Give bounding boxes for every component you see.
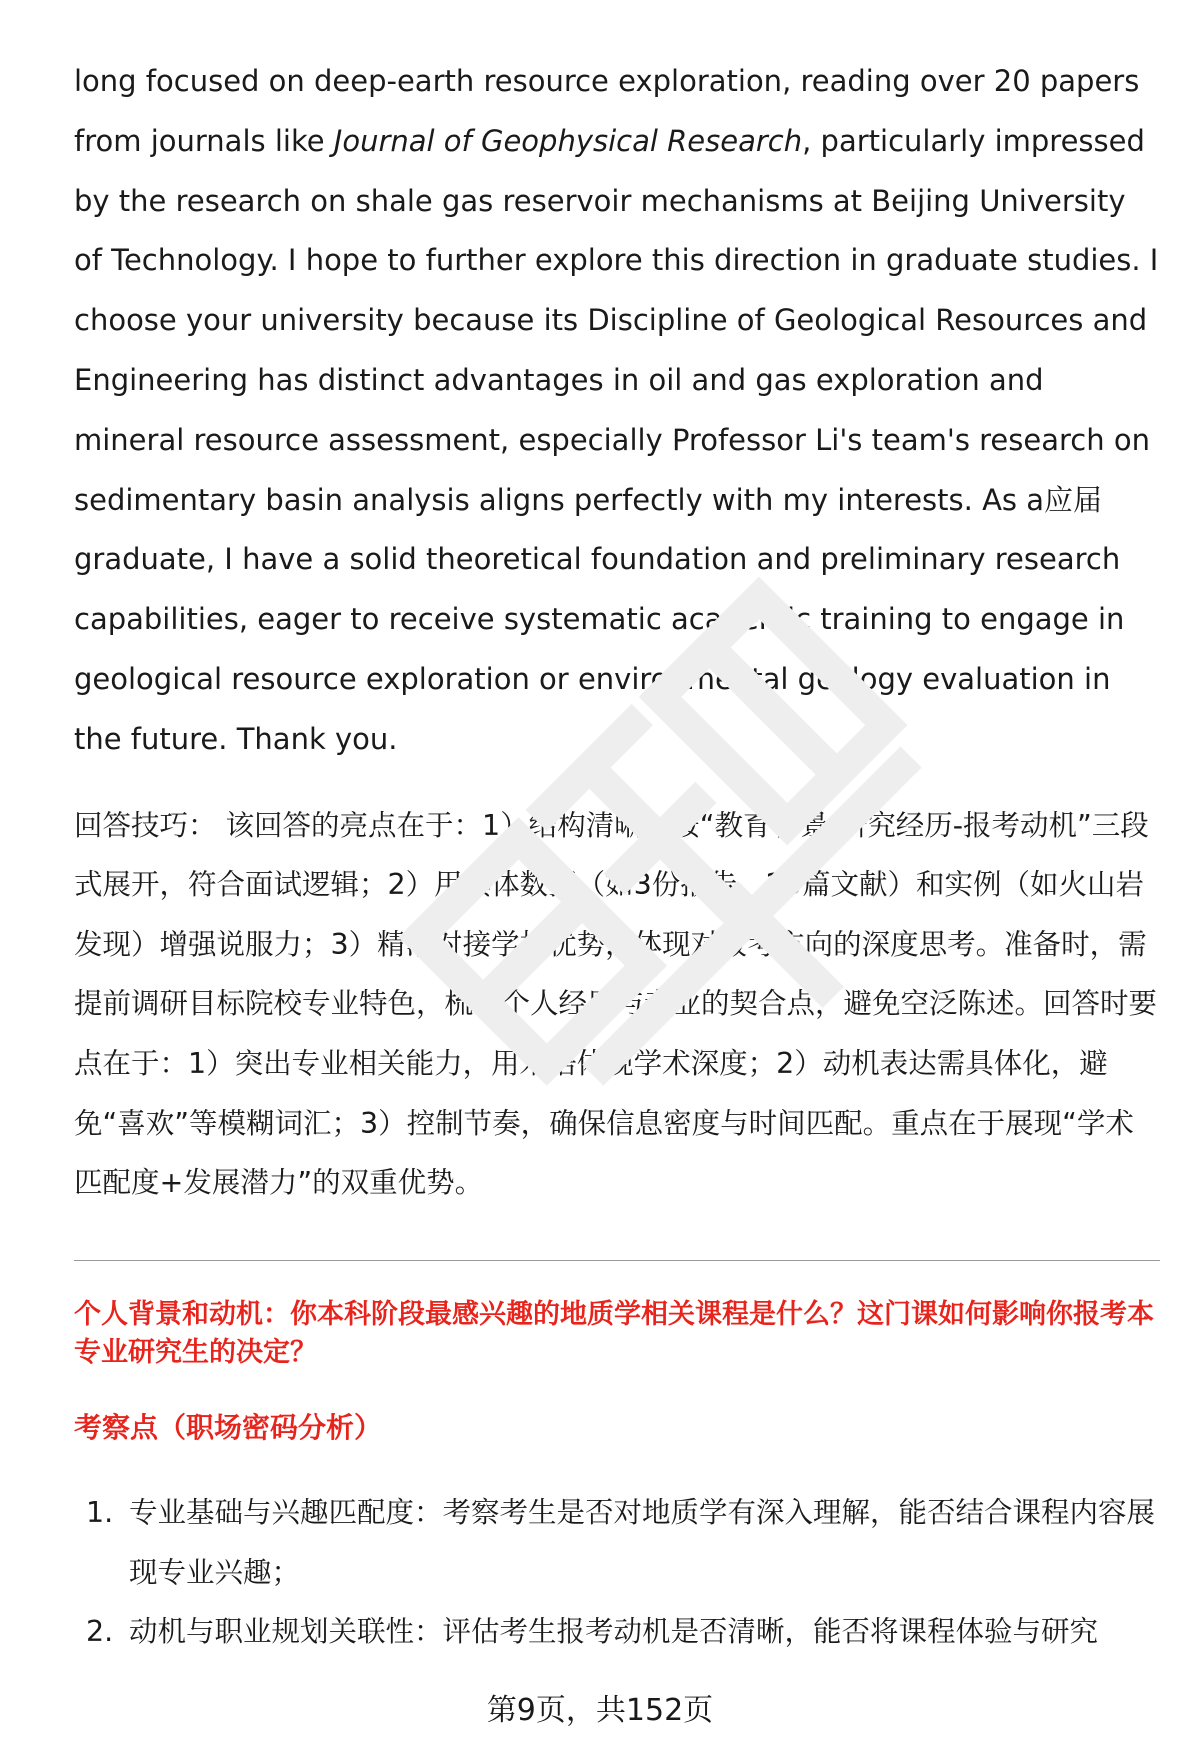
body-text-part1: long focused on deep-earth resource exploration, reading over 20 papers from journals like [74,64,1140,158]
page-content [74,52,1160,1213]
list-item-number: 2. [86,1615,114,1649]
list-item [74,1602,1164,1662]
body-text-part2: , particularly impressed by the research on shale gas reservoir mechanisms at Beijing University of Technology. I hope to further explore this direction in graduate studies. I choose your university because its Discipline of Geological Resources and Engineering has distinct advantages in oil and gas exploration and mineral resource assessment, especially Professor Li's team's research on sedimentary basin analysis aligns perfectly with my interests. As a应届 graduate, I have a solid theoretical foundation and preliminary research capabilities, eager to receive systematic academic training to engage in geological resource exploration or environmental geology evaluation in the future. Thank you. [74,123,1159,756]
section-divider [74,1260,1160,1261]
list-item [74,1483,1164,1602]
body-paragraph [74,52,1160,770]
question-heading: 个人背景和动机：你本科阶段最感兴趣的地质学相关课程是什么？这门课如何影响你报考本专业研究生的决定？ [74,1299,1154,1368]
page-footer: 第9页，共152页 [486,1693,714,1728]
exam-points-heading: 考察点（职场密码分析） [74,1411,383,1444]
list-item-number: 1. [86,1496,114,1529]
list-item-text: 专业基础与兴趣匹配度：考察考生是否对地质学有深入理解，能否结合课程内容展现专业兴趣； [129,1496,1156,1589]
answer-tips: 回答技巧： 该回答的亮点在于：1）结构清晰，按“教育背景-研究经历-报考动机”三段式展开，符合面试逻辑；2）用具体数据（如3份报告、20篇文献）和实例（如火山岩发现）增强说服力；3）精准对接学校优势，体现对报考方向的深度思考。准备时，需提前调研目标院校专业特色，梳理个人经历与专业的契合点，避免空泛陈述。回答时要点在于：1）突出专业相关能力，用术语体现学术深度；2）动机表达需具体化，避免“喜欢”等模糊词汇；3）控制节奏，确保信息密度与时间匹配。重点在于展现“学术匹配度+发展潜力”的双重优势。 [74,808,1158,1200]
exam-points-list [74,1483,1164,1662]
list-item-text: 动机与职业规划关联性：评估考生报考动机是否清晰，能否将课程体验与研究 [129,1615,1099,1649]
journal-title: Journal of Geophysical Research [333,123,803,158]
